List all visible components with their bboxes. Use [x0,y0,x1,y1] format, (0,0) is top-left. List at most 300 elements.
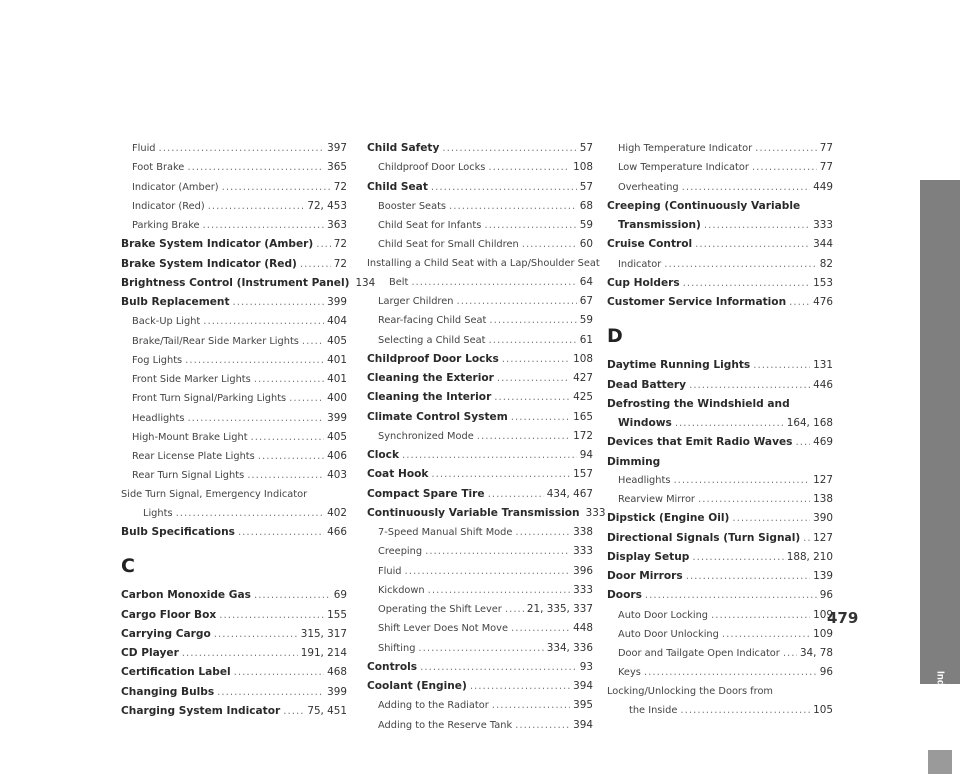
leader-dots [431,466,570,484]
index-entry-row [121,523,347,542]
index-entry-row [121,178,347,197]
index-entry [367,139,593,158]
index-subentry [367,197,593,216]
page-references: 395 [573,699,593,712]
index-entry-row [121,625,347,644]
index-column-1 [121,139,376,721]
index-subentry [121,312,347,331]
leader-dots [425,543,570,561]
page-references: 96 [819,589,833,602]
index-subentry [121,409,347,428]
index-term: High-Mount Brake Light [132,431,248,443]
page-references: 338 [573,526,593,538]
index-term: Carrying Cargo [121,627,211,640]
leader-dots [704,217,810,235]
index-term: Daytime Running Lights [607,359,751,372]
index-entry [367,350,593,369]
leader-dots [302,333,324,351]
index-entry-row [367,465,593,484]
leader-dots [233,294,325,312]
leader-dots [645,587,817,605]
index-term: Devices that Emit Radio Waves [607,436,793,449]
page-references: 105 [813,703,833,716]
index-entry-row [607,414,833,433]
index-entry [607,433,833,452]
index-term: Creeping (Continuously Variable [607,199,801,212]
page-number: 479 [827,609,859,627]
index-term: Doors [607,589,642,602]
index-subentry [607,625,833,644]
leader-dots [251,429,325,447]
index-entry [607,453,833,471]
index-term: Bulb Specifications [121,526,235,538]
index-entry-row [607,433,833,452]
leader-dots [456,293,576,311]
section-letter-heading: D [607,325,623,348]
index-entry [367,178,593,197]
page-references: 57 [579,180,593,193]
index-entry [367,446,593,465]
index-term-continued: Transmission) [618,219,701,231]
index-entry-row [121,409,347,428]
page-references: 108 [573,352,593,365]
section-letter-heading: C [121,555,135,578]
index-entry [121,702,347,721]
index-subentry [367,331,593,350]
index-term: Cleaning the Exterior [367,372,494,384]
index-term: Defrosting the Windshield and [607,397,790,410]
index-entry-row [121,139,347,158]
index-subentry [607,178,833,197]
index-subentry [121,351,347,370]
index-term: Brake System Indicator (Red) [121,257,297,270]
index-term: Indicator (Red) [132,200,205,212]
index-term: Certification Label [121,666,231,679]
index-term: Foot Brake [132,162,185,174]
page-references: 365 [327,161,347,174]
index-term: Display Setup [607,550,690,563]
page-references: 344 [813,238,833,251]
index-term: Kickdown [378,584,425,596]
index-term: Fluid [132,143,156,154]
leader-dots [203,313,324,331]
index-subentry [121,428,347,447]
leader-dots [187,159,324,177]
page-references: 60 [579,238,593,251]
index-term: Shifting [378,642,416,654]
index-term: Rear Turn Signal Lights [132,470,245,482]
index-term: Coolant (Engine) [367,680,467,692]
page-references: 363 [327,219,347,231]
index-term: Compact Spare Tire [367,487,485,500]
index-term: Front Side Marker Lights [132,374,251,385]
index-term-line [121,486,347,504]
page-references: 466 [327,526,347,538]
index-term: Larger Children [378,296,454,307]
page-references: 402 [327,506,347,519]
index-entry-row [121,644,347,663]
leader-dots [159,140,325,158]
index-entry-row [367,716,593,735]
index-entry-row [121,332,347,351]
index-entry-row [607,509,833,528]
index-term: Bulb Replacement [121,296,230,308]
index-column-2 [367,139,606,735]
index-entry-row [367,542,593,561]
index-term: Customer Service Information [607,296,787,308]
index-term: Directional Signals (Turn Signal) [607,531,801,544]
page-references: 82 [819,257,833,270]
index-entry [367,677,593,696]
index-term: Locking/Unlocking the Doors from [607,685,773,697]
leader-dots [418,640,543,658]
page-references: 404 [327,315,347,328]
page-references: 400 [327,392,347,405]
index-term-continued: the Inside [629,704,678,716]
index-subentry [607,606,833,625]
leader-dots [489,332,577,350]
page-references: 333 [573,545,593,558]
index-term: Headlights [618,474,671,486]
leader-dots [711,607,810,625]
index-entry-row [367,369,593,388]
index-subentry [367,600,593,619]
page-references: 59 [579,219,593,231]
index-term-continued: Lights [143,507,173,519]
index-entry-row [367,292,593,311]
index-term: Auto Door Unlocking [618,628,719,640]
index-subentry [121,158,347,177]
index-term: Creeping [378,546,423,558]
index-entry-row [121,312,347,331]
page-references: 72 [333,180,347,193]
index-subentry [367,639,593,658]
leader-dots [217,684,324,702]
index-entry-row [607,701,833,720]
index-term: Brightness Control (Instrument Panel) [121,276,350,289]
page-references: 333 [573,583,593,596]
page-references: 94 [579,449,593,461]
leader-dots [492,697,570,715]
index-term: Continuously Variable Transmission [367,506,580,519]
index-entry-row [121,683,347,702]
index-entry-row [121,216,347,235]
leader-dots [522,236,577,254]
index-subentry [367,562,593,581]
index-term: Cup Holders [607,276,680,289]
leader-dots [682,179,811,197]
page-references: 64 [579,275,593,288]
index-entry-row [367,696,593,715]
page-references: 72, 453 [307,199,347,212]
page-references: 427 [573,372,593,384]
leader-dots [254,587,331,605]
index-subentry [367,292,593,311]
index-subentry [121,197,347,216]
index-entry-row [121,504,347,523]
leader-dots [411,274,576,292]
leader-dots [176,505,325,523]
index-entry-row [121,447,347,466]
index-entry-row [121,197,347,216]
index-entry [367,658,593,677]
page-references: 69 [333,589,347,602]
leader-dots [488,486,544,504]
index-entry [121,274,376,293]
page-references: 34, 78 [799,647,833,659]
page-references: 394 [573,680,593,692]
index-subentry [367,542,593,561]
page-references: 397 [327,142,347,154]
index-subentry [607,139,833,158]
index-term: Childproof Door Locks [367,352,499,365]
index-entry [121,606,347,625]
index-entry [607,274,833,293]
index-entry-row [607,293,833,312]
index-term: 7-Speed Manual Shift Mode [378,527,513,538]
index-term: Headlights [132,412,185,424]
index-entry-row [121,606,347,625]
index-term-continued: Windows [618,417,672,429]
page-references: 93 [579,660,593,673]
index-entry [121,644,347,663]
index-term: Booster Seats [378,200,447,212]
index-entry-row [367,197,593,216]
index-entry [367,369,593,388]
index-entry-row [367,600,593,619]
leader-dots [783,645,797,663]
page-references: 390 [813,512,833,525]
index-entry-row [607,376,833,395]
index-subentry [607,644,833,663]
leader-dots [683,275,810,293]
page-references: 399 [327,296,347,308]
leader-dots [695,236,810,254]
index-entry-row [121,389,347,408]
index-entry-row [607,158,833,177]
index-entry [367,388,593,407]
index-entry-row [607,606,833,625]
index-term: Door Mirrors [607,570,683,582]
page-references: 405 [327,334,347,347]
index-entry-row [607,529,833,548]
page-references: 96 [819,666,833,679]
index-entry [607,586,833,605]
page-references: 164, 168 [786,417,833,429]
page-references: 127 [813,531,833,544]
index-subentry [367,255,600,293]
index-entry-row [367,446,593,465]
leader-dots [234,664,324,682]
leader-dots [502,351,570,369]
page-references: 405 [327,430,347,443]
index-entry-row [121,255,347,274]
page-references: 72 [333,238,347,251]
leader-dots [420,659,577,677]
index-term: Indicator [618,258,662,270]
index-entry-row [367,427,593,446]
leader-dots [222,179,331,197]
index-entry-row [607,490,833,509]
index-entry-row [367,178,593,197]
leader-dots [470,678,570,696]
index-term: Shift Lever Does Not Move [378,623,508,635]
page-references: 127 [813,473,833,486]
leader-dots [208,198,305,216]
page-references: 446 [813,378,833,391]
page-references: 155 [327,608,347,621]
page-references: 67 [579,295,593,307]
leader-dots [511,409,570,427]
index-subentry [367,158,593,177]
leader-dots [488,159,570,177]
index-entry-row [367,581,593,600]
leader-dots [238,524,324,542]
index-term: Dimming [607,455,661,468]
index-entry-row [367,639,593,658]
page-references: 75, 451 [307,704,347,717]
index-entry [607,376,833,395]
leader-dots [515,524,570,542]
index-subentry [121,178,347,197]
index-entry-row [367,504,606,523]
leader-dots [300,256,331,274]
index-entry-row [367,677,593,696]
index-term: Installing a Child Seat with a Lap/Shoulder Seat [367,257,600,269]
page-references: 172 [573,429,593,442]
index-subentry [121,466,347,485]
leader-dots [680,702,810,720]
index-entry [121,683,347,702]
leader-dots [484,217,576,235]
index-term: Cleaning the Interior [367,391,492,404]
page-references: 21, 335, 337 [526,603,593,615]
leader-dots [219,607,324,625]
index-term: Front Turn Signal/Parking Lights [132,393,287,405]
leader-dots [698,491,810,509]
index-subentry [367,235,593,254]
index-entry-row [367,331,593,350]
index-side-tab [920,180,960,698]
index-subentry [367,619,593,638]
index-entry [607,548,833,567]
index-term: Climate Control System [367,410,508,423]
index-entry-row [121,274,376,293]
page-references: 399 [327,685,347,698]
index-term-line [367,255,600,273]
index-entry [367,485,593,504]
page-references: 59 [579,314,593,327]
page-references: 315, 317 [300,627,347,640]
leader-dots [675,415,784,433]
index-entry-row [367,619,593,638]
page-references: 334, 336 [546,641,593,654]
index-entry [607,293,833,312]
page-references: 394 [573,718,593,731]
leader-dots [489,312,576,330]
index-term: Rear-facing Child Seat [378,315,487,327]
index-term: Indicator (Amber) [132,181,219,193]
index-subentry [121,370,347,389]
page-references: 153 [813,276,833,289]
page-references: 401 [327,373,347,385]
index-subentry [607,490,833,509]
index-term: Adding to the Reserve Tank [378,719,513,731]
page-references: 77 [819,142,833,154]
index-entry [367,408,593,427]
leader-dots [494,389,570,407]
index-term: Selecting a Child Seat [378,334,486,346]
leader-dots [214,626,298,644]
page-references: 77 [819,161,833,174]
leader-dots [755,140,817,158]
page-references: 68 [579,199,593,212]
index-subentry [121,486,347,524]
index-entry [607,197,833,236]
leader-dots [732,510,810,528]
leader-dots [789,294,810,312]
side-tab-label: Index [934,670,946,698]
leader-dots [428,582,571,600]
index-subentry [607,471,833,490]
index-entry-row [607,139,833,158]
index-term: Synchronized Mode [378,430,474,442]
leader-dots [247,467,324,485]
index-term: Parking Brake [132,220,200,231]
index-subentry [121,389,347,408]
index-term: Childproof Door Locks [378,162,486,174]
index-entry-row [607,625,833,644]
page-references: 333 [585,506,606,519]
index-entry-row [121,351,347,370]
leader-dots [258,448,324,466]
leader-dots [402,447,577,465]
index-subentry [121,332,347,351]
page-references: 109 [813,627,833,640]
page-references: 165 [573,410,593,423]
index-entry-row [607,567,833,586]
page-references: 138 [813,493,833,505]
index-term: Cargo Floor Box [121,608,217,621]
index-subentry [121,447,347,466]
index-entry-row [367,311,593,330]
leader-dots [431,179,577,197]
index-term: Child Safety [367,142,440,154]
index-entry [607,529,833,548]
index-term: Brake System Indicator (Amber) [121,238,314,251]
index-entry [121,523,347,542]
index-term: Carbon Monoxide Gas [121,589,251,602]
leader-dots [673,472,810,490]
index-term: Child Seat for Small Children [378,239,519,251]
page-references: 108 [573,161,593,174]
index-subentry [121,139,347,158]
index-entry-row [367,523,593,542]
index-entry-row [607,663,833,682]
index-entry [121,586,347,605]
index-entry-row [367,158,593,177]
index-term-line [607,197,833,216]
leader-dots [203,217,325,235]
page-references: 188, 210 [786,550,833,563]
index-subentry [607,683,833,721]
leader-dots [505,601,524,619]
leader-dots [442,140,576,158]
index-entry-row [367,388,593,407]
page-references: 406 [327,450,347,462]
index-term: Brake/Tail/Rear Side Marker Lights [132,335,299,347]
index-term: Cruise Control [607,238,693,251]
